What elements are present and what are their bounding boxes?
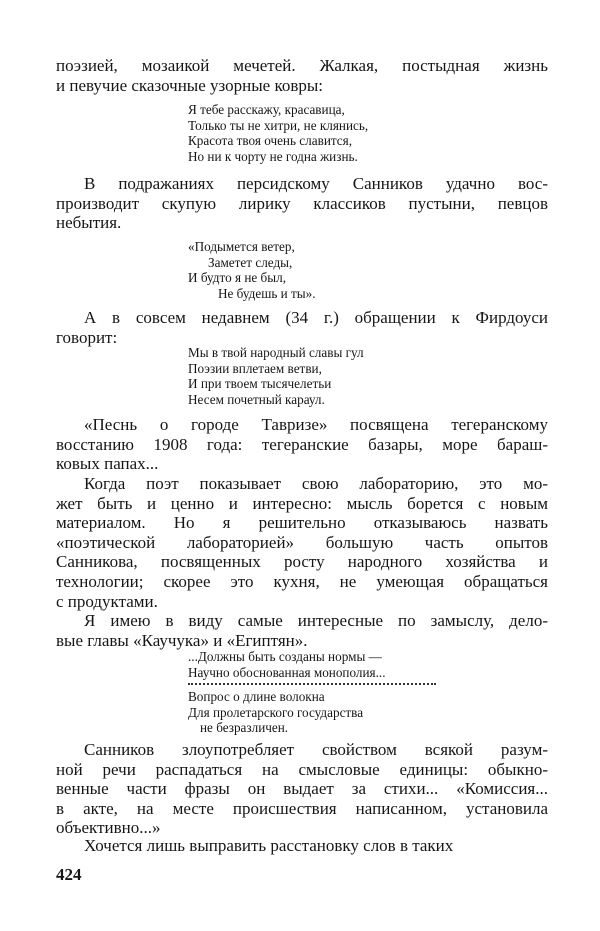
text-line: небытия. bbox=[56, 213, 122, 233]
text-line: с продуктами. bbox=[56, 591, 158, 611]
verse-quote bbox=[188, 345, 364, 407]
verse-line: не безразличен. bbox=[200, 720, 289, 736]
verse-line: И при твоем тысячелетьи bbox=[188, 376, 332, 392]
text-line: ковых папах... bbox=[56, 454, 159, 474]
paragraph bbox=[56, 308, 548, 347]
verse-line: Несем почетный караул. bbox=[188, 391, 325, 407]
text-line: «поэтической лабораторией» большую часть опытов bbox=[56, 532, 548, 552]
paragraph bbox=[56, 740, 548, 838]
verse-quote bbox=[188, 689, 363, 736]
verse-line: Заметет следы, bbox=[208, 254, 293, 270]
verse-line: Я тебе расскажу, красавица, bbox=[188, 102, 345, 117]
verse-line: Красота твоя очень славится, bbox=[188, 133, 353, 149]
text-line: объективно...» bbox=[56, 818, 161, 838]
verse-line: Только ты не хитри, не клянись, bbox=[188, 117, 369, 133]
verse-quote bbox=[188, 239, 316, 301]
text-line: Санников злоупотребляет свойством всякой разум- bbox=[84, 740, 548, 759]
verse-line: ...Должны быть созданы нормы — bbox=[188, 649, 382, 664]
paragraph bbox=[56, 836, 548, 856]
text-line: говорит: bbox=[56, 327, 118, 347]
verse-quote bbox=[188, 102, 368, 164]
paragraph bbox=[56, 474, 548, 611]
text-line: венные части фразы он выдает за стихи... «Комиссия... bbox=[56, 779, 548, 799]
paragraph bbox=[56, 415, 548, 474]
text-line: ной речи распадаться на смысловые единицы: обыкно- bbox=[56, 759, 548, 779]
text-line: производит скупую лирику классиков пустыни, певцов bbox=[56, 193, 548, 213]
verse-omission-dots bbox=[188, 683, 436, 685]
verse-line: Но ни к чорту не годна жизнь. bbox=[188, 148, 358, 164]
text-line: жет быть и ценно и интересно: мысль борется с новым bbox=[56, 493, 548, 513]
text-line: в акте, на месте происшествия написанном, установила bbox=[56, 798, 548, 818]
verse-line: Научно обоснованная монополия... bbox=[188, 664, 386, 680]
verse-line: Поэзии вплетаем ветви, bbox=[188, 360, 322, 376]
text-line: Хочется лишь выправить расстановку слов в таких bbox=[84, 836, 454, 855]
verse-line: И будто я не был, bbox=[188, 270, 286, 286]
verse-line: «Подымется ветер, bbox=[188, 239, 295, 254]
verse-line: Вопрос о длине волокна bbox=[188, 689, 325, 704]
verse-line: Не будешь и ты». bbox=[218, 285, 316, 301]
text-line: технологии; скорее это кухня, не умеющая обращаться bbox=[56, 571, 548, 591]
paragraph bbox=[56, 56, 548, 95]
text-line: поэзией, мозаикой мечетей. Жалкая, постыдная жизнь bbox=[56, 56, 548, 75]
text-line: восстанию 1908 года: тегеранские базары, море бараш- bbox=[56, 434, 548, 454]
verse-line: Мы в твой народный славы гул bbox=[188, 345, 364, 360]
paragraph bbox=[56, 174, 548, 233]
page-number: 424 bbox=[56, 865, 82, 884]
paragraph bbox=[56, 611, 548, 650]
text-line: Когда поэт показывает свою лабораторию, это мо- bbox=[84, 474, 548, 493]
verse-quote bbox=[188, 649, 386, 680]
text-line: вые главы «Каучука» и «Египтян». bbox=[56, 630, 308, 650]
text-line: Санникова, посвященных росту народного хозяйства и bbox=[56, 552, 548, 572]
text-line: и певучие сказочные узорные ковры: bbox=[56, 75, 324, 95]
text-line: «Песнь о городе Тавризе» посвящена тегеранскому bbox=[84, 415, 548, 434]
text-line: А в совсем недавнем (34 г.) обращении к Фирдоуси bbox=[84, 308, 548, 327]
text-line: Я имею в виду самые интересные по замыслу, дело- bbox=[84, 611, 548, 630]
verse-line: Для пролетарского государства bbox=[188, 704, 364, 720]
text-line: материалом. Но я решительно отказываюсь назвать bbox=[56, 513, 548, 533]
text-line: В подражаниях персидскому Санников удачно вос- bbox=[84, 174, 548, 193]
